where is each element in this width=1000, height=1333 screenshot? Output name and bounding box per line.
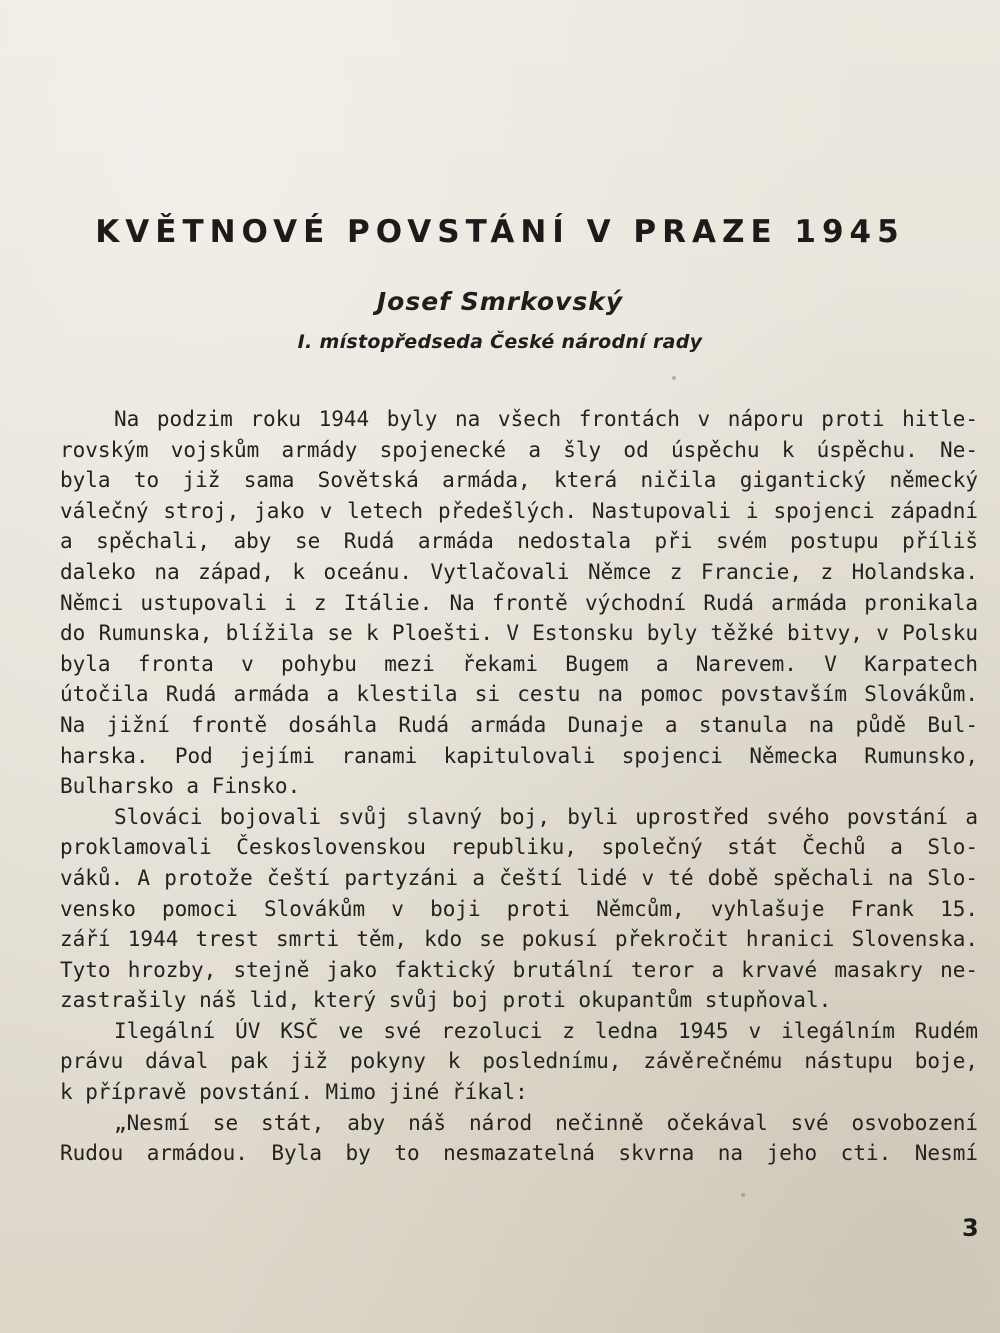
text-line: Rudou armádou. Byla by to nesmazatelná skvrna na jeho cti. Nesmí bbox=[60, 1141, 978, 1166]
text-line: zastrašily náš lid, který svůj boj proti okupantům stupňoval. bbox=[60, 988, 832, 1013]
page-number: 3 bbox=[962, 1214, 979, 1242]
author-role: I. místopředseda České národní rady bbox=[297, 331, 703, 353]
text-line: byla fronta v pohybu mezi řekami Bugem a Narevem. V Karpatech bbox=[60, 651, 978, 676]
text-line: daleko na západ, k oceánu. Vytlačovali Němce z Francie, z Holandska. bbox=[60, 559, 978, 584]
text-line: a spěchali, aby se Rudá armáda nedostala při svém postupu příliš bbox=[60, 529, 978, 554]
text-line: rovským vojskům armády spojenecké a šly od úspěchu k úspěchu. Ne- bbox=[60, 437, 978, 462]
text-line: Bulharsko a Finsko. bbox=[60, 774, 301, 799]
text-line: vensko pomoci Slovákům v boji proti Němcům, vyhlašuje Frank 15. bbox=[60, 896, 978, 921]
text-line: „Nesmí se stát, aby náš národ nečinně očekával své osvobození bbox=[114, 1110, 978, 1135]
paper-speck bbox=[741, 1193, 745, 1197]
paper-speck bbox=[672, 376, 676, 380]
text-line: Ilegální ÚV KSČ ve své rezoluci z ledna 1945 v ilegálním Rudém bbox=[114, 1018, 978, 1043]
text-line: září 1944 trest smrti těm, kdo se pokusí překročit hranici Slovenska. bbox=[60, 927, 978, 952]
article-body bbox=[60, 404, 978, 1169]
text-line: Němci ustupovali i z Itálie. Na frontě východní Rudá armáda pronikala bbox=[60, 590, 978, 615]
text-line: harska. Pod jejími ranami kapitulovali spojenci Německa Rumunsko, bbox=[60, 743, 978, 768]
text-line: Slováci bojovali svůj slavný boj, byli uprostřed svého povstání a bbox=[114, 804, 978, 829]
text-line: byla to již sama Sovětská armáda, která ničila gigantický německý bbox=[60, 468, 978, 493]
text-line: právu dával pak již pokyny k poslednímu, závěrečnému nástupu boje, bbox=[60, 1049, 978, 1074]
text-line: útočila Rudá armáda a klestila si cestu na pomoc povstavším Slovákům. bbox=[60, 682, 978, 707]
text-line: válečný stroj, jako v letech předešlých. Nastupovali i spojenci západní bbox=[60, 498, 978, 523]
text-line: váků. A protože čeští partyzáni a čeští lidé v té době spěchali na Slo- bbox=[60, 865, 978, 890]
text-line: Na podzim roku 1944 byly na všech frontách v náporu proti hitle- bbox=[114, 407, 978, 431]
article-title: KVĚTNOVÉ POVSTÁNÍ V PRAZE 1945 bbox=[95, 214, 905, 250]
text-line: Na jižní frontě dosáhla Rudá armáda Dunaje a stanula na půdě Bul- bbox=[60, 712, 978, 737]
author-name: Josef Smrkovský bbox=[376, 287, 624, 316]
text-line: k přípravě povstání. Mimo jiné říkal: bbox=[60, 1080, 528, 1105]
text-line: proklamovali Československou republiku, společný stát Čechů a Slo- bbox=[60, 835, 978, 860]
text-line: Tyto hrozby, stejně jako faktický brutální teror a krvavé masakry ne- bbox=[60, 957, 978, 982]
text-line: do Rumunska, blížila se k Ploešti. V Estonsku byly těžké bitvy, v Polsku bbox=[60, 621, 978, 646]
